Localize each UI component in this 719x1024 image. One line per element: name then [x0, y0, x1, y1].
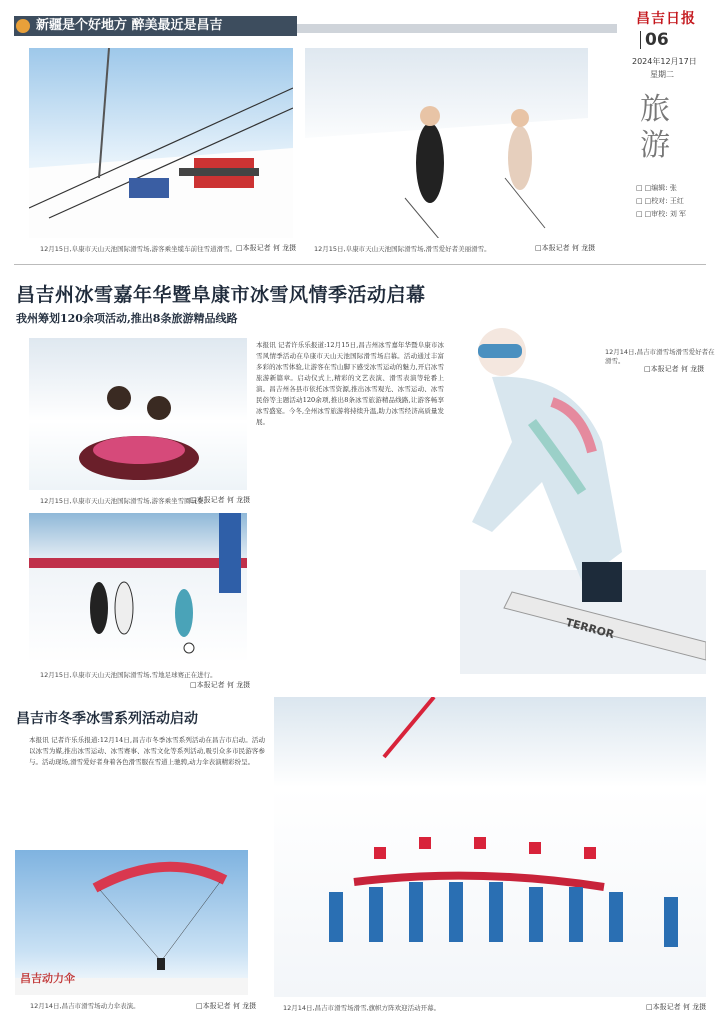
photo-chairlift — [29, 48, 293, 238]
article-headline: 昌吉市冬季冰雪系列活动启动 — [16, 711, 198, 727]
newspaper-logo: 昌吉日报 — [636, 11, 696, 27]
photo-snow-tube — [29, 338, 247, 490]
banner-bar — [297, 24, 617, 33]
photo-caption: 12月14日,昌吉市滑雪场滑雪,旗帜方阵欢迎活动开幕。 — [283, 1004, 441, 1012]
section-title: 旅游 — [640, 92, 670, 163]
article-subhead: 我州筹划120余项活动,推出8条旅游精品线路 — [16, 312, 238, 325]
photo-credit: □本报记者 何 龙摄 — [644, 365, 705, 373]
photo-caption: 12月15日,阜康市天山天池国际滑雪场,滑雪爱好者美丽滑雪。 — [314, 245, 491, 253]
issue-weekday: 星期二 — [650, 70, 674, 79]
photo-snow-football — [29, 513, 247, 663]
photo-credit: □本报记者 何 龙摄 — [535, 244, 596, 252]
arrow-icon — [16, 19, 30, 33]
article-body: 本报讯 记者许乐乐报道:12月15日,昌吉州冰雪嘉年华暨阜康市冰雪风情季活动在阜康市天山天池国际滑雪场启幕。活动通过丰富多彩的冰雪体验,让游客在雪山脚下感受冰雪运动的魅力,开启冰雪旅游新篇章。启动仪式上,精彩的文艺表演、滑雪表演等轮番上演。昌吉州各县市依托冰雪资源,推出冰雪观光、冰雪运动、冰雪民俗等主题活动120余项,推出8条冰雪旅游精品线路,让游客畅享冰雪盛宴。今冬,全州冰雪旅游将持续升温,助力冰雪经济高质量发展。 — [256, 341, 444, 426]
photo-flag-parade — [274, 697, 706, 997]
photo-credit: □本报记者 何 龙摄 — [196, 1002, 257, 1010]
photo-credit: □本报记者 何 龙摄 — [190, 496, 251, 504]
photo-skiers — [305, 48, 588, 238]
photo-caption: 12月14日,昌吉市滑雪场滑雪爱好者在滑雪。 — [605, 348, 715, 365]
photo-credit: □本报记者 何 龙摄 — [190, 681, 251, 689]
photo-caption: 12月15日,阜康市天山天池国际滑雪场,雪地足球赛正在进行。 — [40, 671, 217, 679]
board-text: TERROR — [564, 615, 616, 642]
issue-date: 2024年12月17日 — [632, 57, 697, 66]
photo-caption: 12月14日,昌吉市滑雪场动力伞表演。 — [30, 1002, 140, 1010]
photo-caption: 12月15日,阜康市天山天池国际滑雪场,游客乘坐雪圈玩耍。 — [40, 497, 211, 505]
photo-caption: 12月15日,阜康市天山天池国际滑雪场,游客乘坐缆车前往雪道滑雪。 — [40, 245, 237, 253]
photo-credit: □本报记者 何 龙摄 — [236, 244, 297, 252]
article-body: 本报讯 记者许乐乐报道:12月14日,昌吉市冬季冰雪系列活动在昌吉市启动。活动以冰雪为媒,推出冰雪运动、冰雪赛事、冰雪文化等系列活动,吸引众多市民游客参与。活动现场,滑雪爱好者身着各色滑雪服在雪道上驰骋,动力伞表演精彩纷呈。 — [29, 736, 265, 766]
divider — [14, 264, 706, 265]
section-banner: 新疆是个好地方 醉美最近是昌吉 — [14, 16, 297, 36]
staff-list: □ □编辑: 张 □ □校对: 王红 □ □审校: 刘 军 — [636, 182, 686, 221]
photo-credit: □本报记者 何 龙摄 — [646, 1003, 707, 1011]
event-sign: 昌吉动力伞 — [20, 972, 75, 985]
page-number: 06 — [640, 30, 669, 50]
article-headline: 昌吉州冰雪嘉年华暨阜康市冰雪风情季活动启幕 — [16, 284, 426, 306]
